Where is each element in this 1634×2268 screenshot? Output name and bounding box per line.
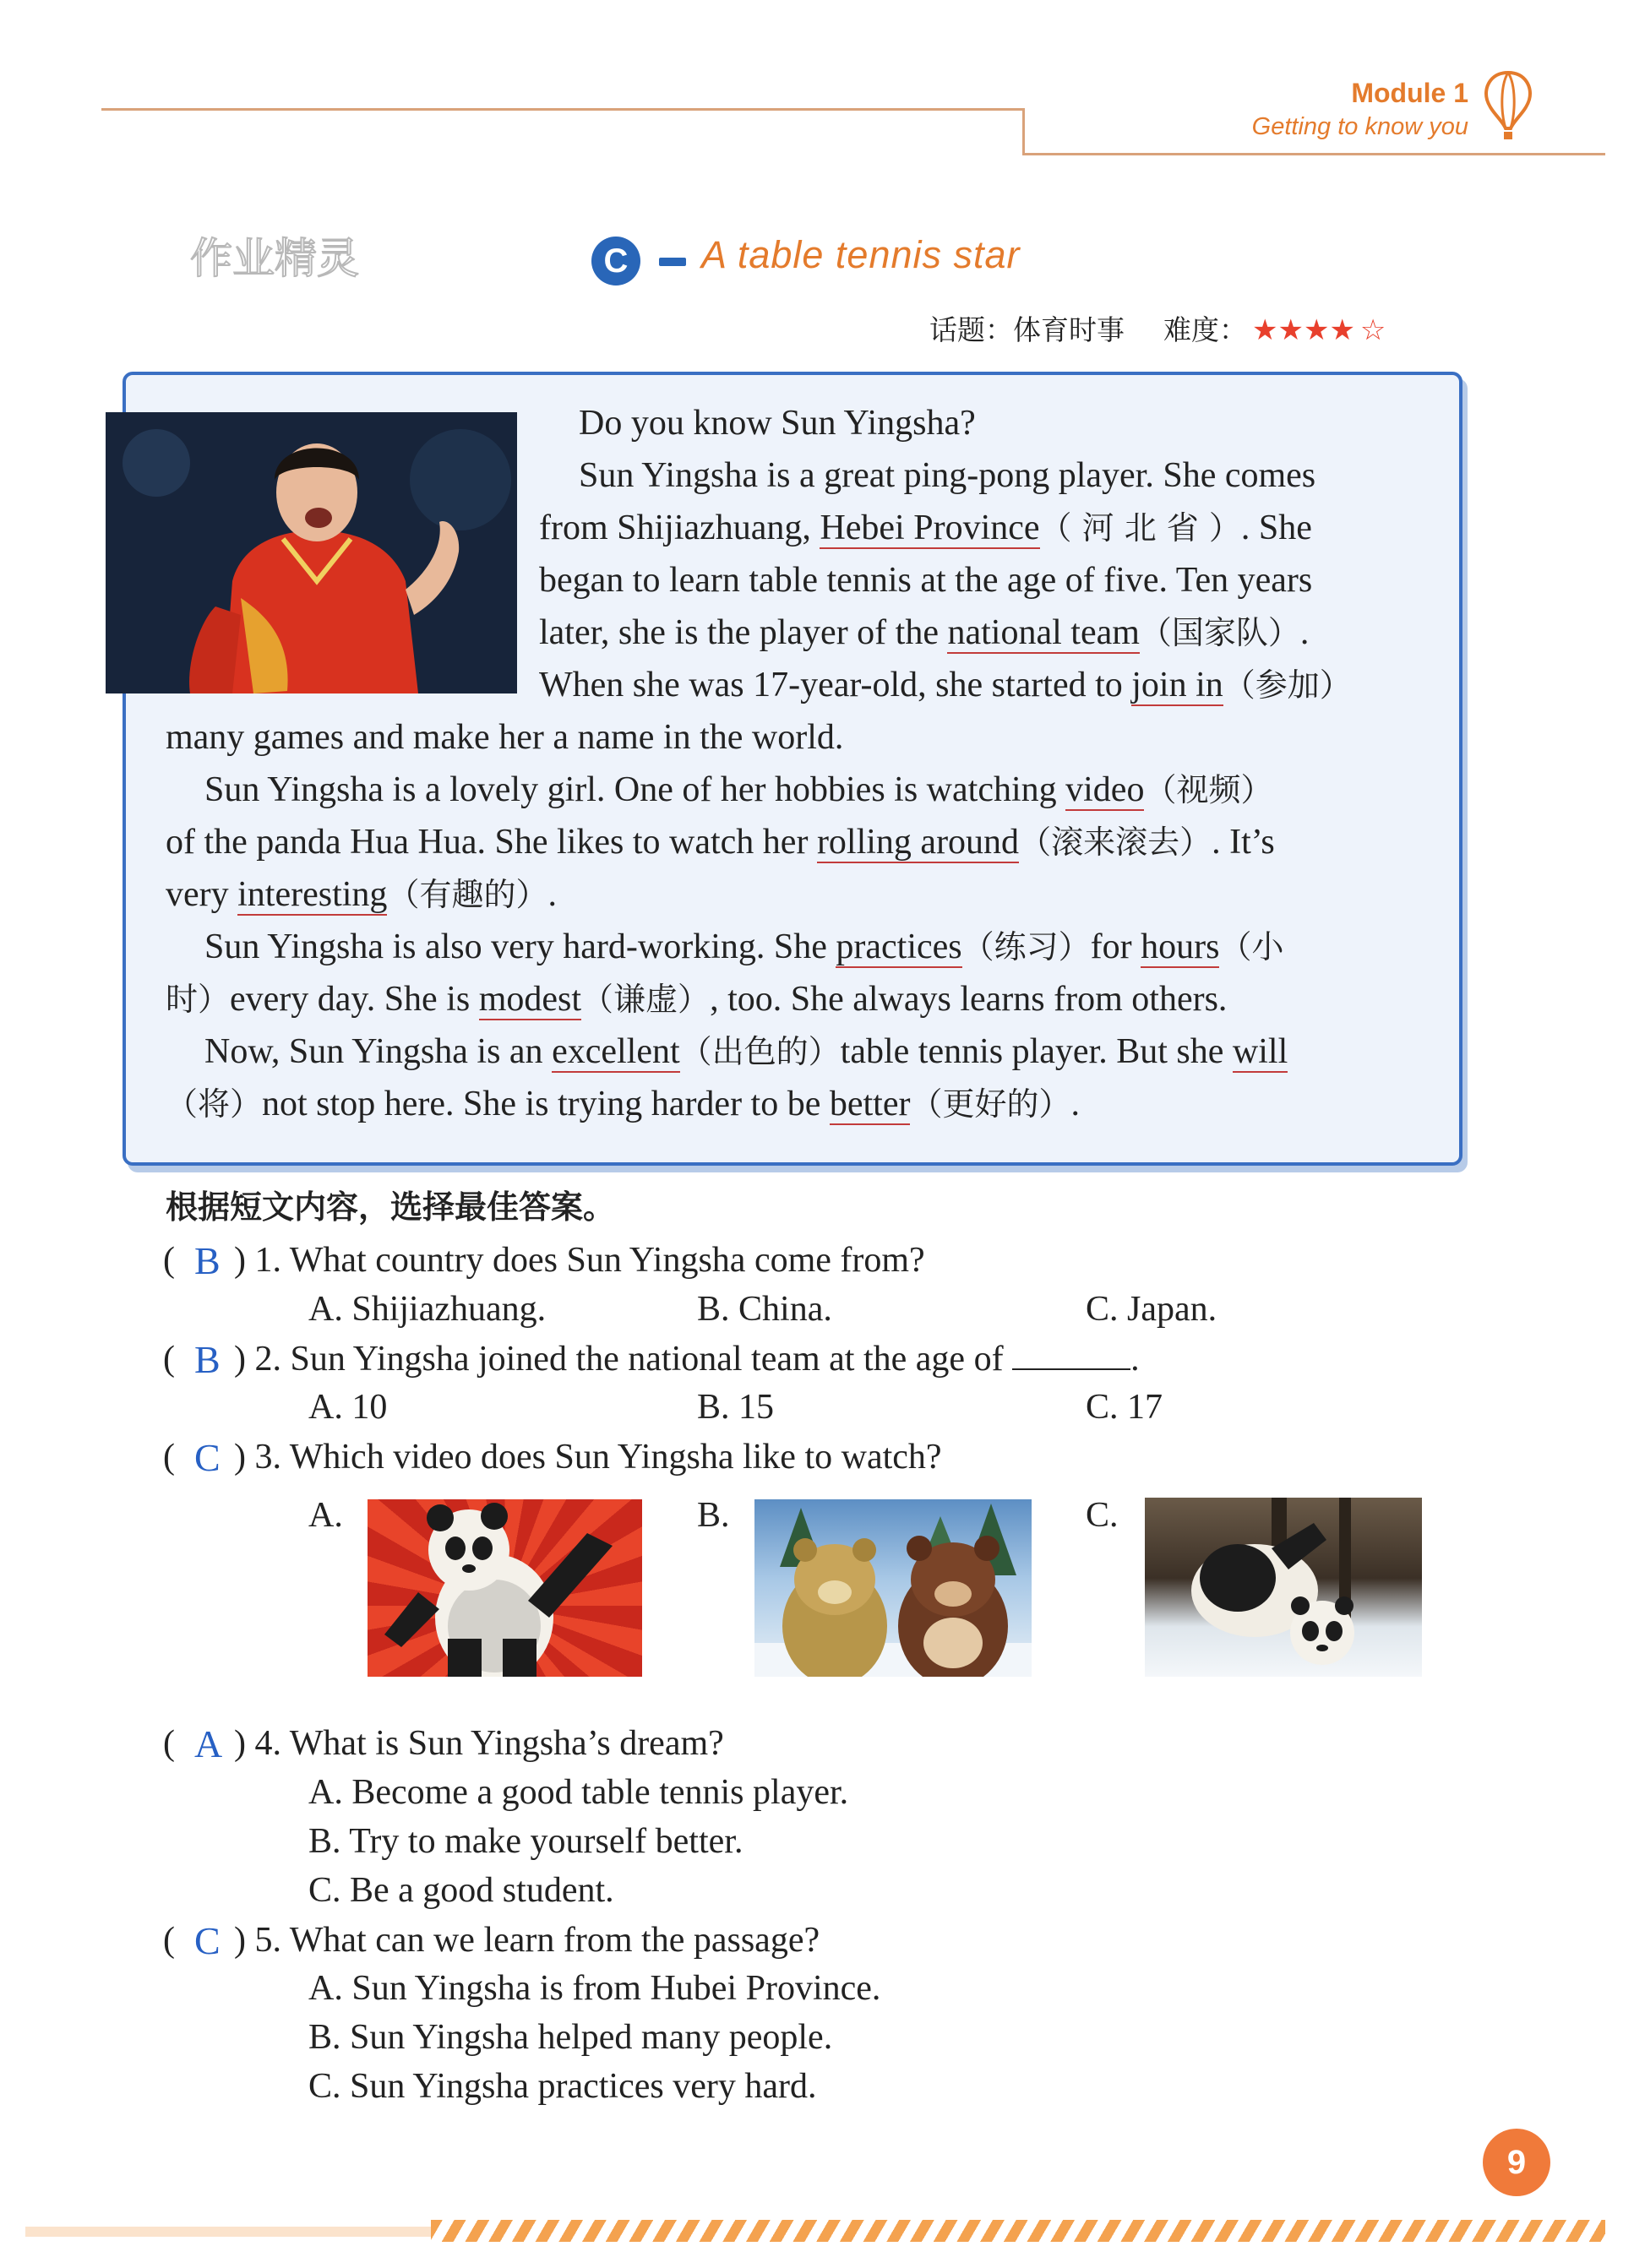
option-2b: B. 15 <box>697 1388 775 1427</box>
passage-text: table tennis player. But she <box>840 1032 1224 1071</box>
vocab-national-team: national team <box>947 613 1140 652</box>
watermark-text: 作业精灵 <box>190 234 359 283</box>
question-2 <box>163 1339 1140 1379</box>
question-text: 4. What is Sun Yingsha’s dream? <box>254 1724 724 1763</box>
vocab-gloss: （视频） <box>1144 771 1273 808</box>
vocab-modest: modest <box>478 980 582 1019</box>
passage-line-3 <box>539 502 1312 555</box>
answer-2: B <box>194 1338 221 1381</box>
option-1a: A. Shijiazhuang. <box>308 1290 547 1329</box>
passage-text: When she was 17-year-old, she started to <box>539 666 1123 704</box>
vocab-will: will <box>1232 1032 1288 1071</box>
vocab-gloss: （更好的） <box>910 1085 1071 1123</box>
player-photo <box>106 412 517 693</box>
vocab-gloss: （小 <box>1219 928 1284 965</box>
passage-line-8 <box>204 764 1272 817</box>
kungfu-panda-illustration <box>368 1499 642 1677</box>
paren-open: ( <box>163 1241 175 1280</box>
footer-band <box>25 2227 431 2237</box>
player-illustration <box>106 412 517 693</box>
answer-blank <box>1012 1345 1130 1370</box>
paren-close: ) <box>234 1724 246 1763</box>
passage-line-4: began to learn table tennis at the age of five. Ten years <box>539 561 1313 600</box>
hot-air-balloon-icon <box>1479 69 1538 145</box>
passage-text: , too. She always learns from others. <box>710 980 1228 1019</box>
passage-line-12 <box>166 973 1227 1026</box>
empty-star-icon: ☆ <box>1359 313 1386 347</box>
option-1b: B. China. <box>697 1290 832 1329</box>
option-2c: C. 17 <box>1086 1388 1163 1427</box>
passage-text: Sun Yingsha is also very hard-working. She <box>204 927 827 966</box>
vocab-hebei-province: Hebei Province <box>820 509 1040 547</box>
question-text: 5. What can we learn from the passage? <box>254 1921 820 1960</box>
paren-open: ( <box>163 1921 175 1960</box>
vocab-gloss: （将） <box>166 1085 263 1123</box>
section-dash <box>659 258 686 266</box>
difficulty-label: 难度： <box>1163 313 1247 346</box>
passage-line-7: many games and make her a name in the world. <box>166 718 844 757</box>
footer-stripe <box>431 2220 1605 2242</box>
header-rule-lower <box>1022 153 1605 155</box>
vocab-gloss: （出色的） <box>679 1033 841 1070</box>
passage-line-11 <box>204 921 1283 974</box>
option-5b: B. Sun Yingsha helped many people. <box>308 2018 833 2057</box>
rolling-panda-illustration <box>1145 1498 1422 1677</box>
paren-close: ) <box>234 1921 246 1960</box>
watermark-logo <box>190 224 427 291</box>
paren-close: ) <box>234 1340 246 1379</box>
vocab-hours: hours <box>1141 927 1220 966</box>
question-1 <box>163 1240 925 1281</box>
option-4a: A. Become a good table tennis player. <box>308 1773 849 1812</box>
passage-text: . She <box>1240 509 1312 547</box>
topic-difficulty-line <box>929 308 1386 348</box>
page-number: 9 <box>1483 2129 1550 2196</box>
answer-1: B <box>194 1239 221 1282</box>
passage-text: every day. She is <box>230 980 471 1019</box>
paren-open: ( <box>163 1340 175 1379</box>
header-rule <box>101 108 1022 111</box>
module-title: Module 1 <box>1351 78 1468 108</box>
vocab-better: better <box>829 1085 911 1123</box>
vocab-gloss: （参加） <box>1223 666 1352 704</box>
cartoon-bears-illustration <box>754 1499 1032 1677</box>
option-image-cartoon-bears <box>754 1499 1032 1677</box>
passage-line-2: Sun Yingsha is a great ping-pong player. She comes <box>579 456 1316 495</box>
passage-text: . It’s <box>1212 823 1275 862</box>
module-subtitle: Getting to know you <box>1251 113 1468 140</box>
option-image-rolling-panda <box>1145 1498 1422 1677</box>
option-4b: B. Try to make yourself better. <box>308 1822 743 1861</box>
passage-text: later, she is the player of the <box>539 613 939 652</box>
vocab-join-in: join in <box>1131 666 1223 704</box>
header-rule-step <box>1022 108 1025 155</box>
question-text: 1. What country does Sun Yingsha come from? <box>254 1241 925 1280</box>
option-1c: C. Japan. <box>1086 1290 1217 1329</box>
passage-line-10 <box>166 868 557 922</box>
option-5c: C. Sun Yingsha practices very hard. <box>308 2067 817 2106</box>
vocab-gloss: （有趣的） <box>387 876 548 913</box>
paren-open: ( <box>163 1438 175 1477</box>
vocab-gloss: （国家队） <box>1139 614 1300 651</box>
passage-text: from Shijiazhuang, <box>539 509 811 547</box>
passage-text: very <box>166 875 229 914</box>
question-5 <box>163 1920 820 1961</box>
passage-line-13 <box>204 1025 1288 1079</box>
vocab-gloss: （ 河 北 省 ） <box>1039 509 1241 547</box>
answer-4: A <box>194 1722 223 1765</box>
vocab-gloss: （滚来滚去） <box>1019 824 1212 861</box>
vocab-gloss: 时） <box>166 981 231 1018</box>
paren-close: ) <box>234 1241 246 1280</box>
passage-text: for <box>1090 927 1132 966</box>
answer-3: C <box>194 1436 221 1479</box>
passage-text: Sun Yingsha is a lovely girl. One of her hobbies is watching <box>204 770 1057 809</box>
passage-text: Now, Sun Yingsha is an <box>204 1032 543 1071</box>
passage-line-9 <box>166 816 1275 869</box>
passage-line-14 <box>166 1078 1080 1131</box>
star-icon: ★★★★ <box>1252 313 1355 347</box>
option-image-kungfu-panda <box>368 1499 642 1677</box>
passage-text: not stop here. She is trying harder to be <box>262 1085 821 1123</box>
section-title: A table tennis star <box>701 233 1021 276</box>
option-3c: C. <box>1086 1496 1119 1535</box>
vocab-rolling-around: rolling around <box>816 823 1020 862</box>
passage-line-1: Do you know Sun Yingsha? <box>579 404 976 443</box>
question-4 <box>163 1723 724 1764</box>
question-text: 3. Which video does Sun Yingsha like to watch? <box>254 1438 942 1477</box>
option-3b: B. <box>697 1496 730 1535</box>
vocab-excellent: excellent <box>552 1032 680 1071</box>
passage-text: . <box>547 875 557 914</box>
option-5a: A. Sun Yingsha is from Hubei Province. <box>308 1969 881 2008</box>
topic-label: 话题：体育时事 <box>929 313 1125 346</box>
answer-5: C <box>194 1919 221 1962</box>
question-text: 2. Sun Yingsha joined the national team at the age of <box>254 1340 1004 1379</box>
paren-close: ) <box>234 1438 246 1477</box>
exercise-instruction: 根据短文内容，选择最佳答案。 <box>166 1188 616 1226</box>
vocab-practices: practices <box>836 927 962 966</box>
option-3a: A. <box>308 1496 343 1535</box>
vocab-interesting: interesting <box>237 875 388 914</box>
section-badge: C <box>591 237 640 286</box>
option-4c: C. Be a good student. <box>308 1871 614 1910</box>
question-end: . <box>1130 1340 1140 1379</box>
passage-text: . <box>1299 613 1310 652</box>
vocab-video: video <box>1065 770 1145 809</box>
question-3 <box>163 1437 942 1477</box>
paren-open: ( <box>163 1724 175 1763</box>
passage-text: . <box>1070 1085 1080 1123</box>
option-2a: A. 10 <box>308 1388 388 1427</box>
passage-line-6 <box>539 659 1352 712</box>
vocab-gloss: （谦虚） <box>581 981 711 1018</box>
passage-text: of the panda Hua Hua. She likes to watch her <box>166 823 809 862</box>
passage-line-5 <box>539 606 1309 660</box>
vocab-gloss: （练习） <box>961 928 1091 965</box>
